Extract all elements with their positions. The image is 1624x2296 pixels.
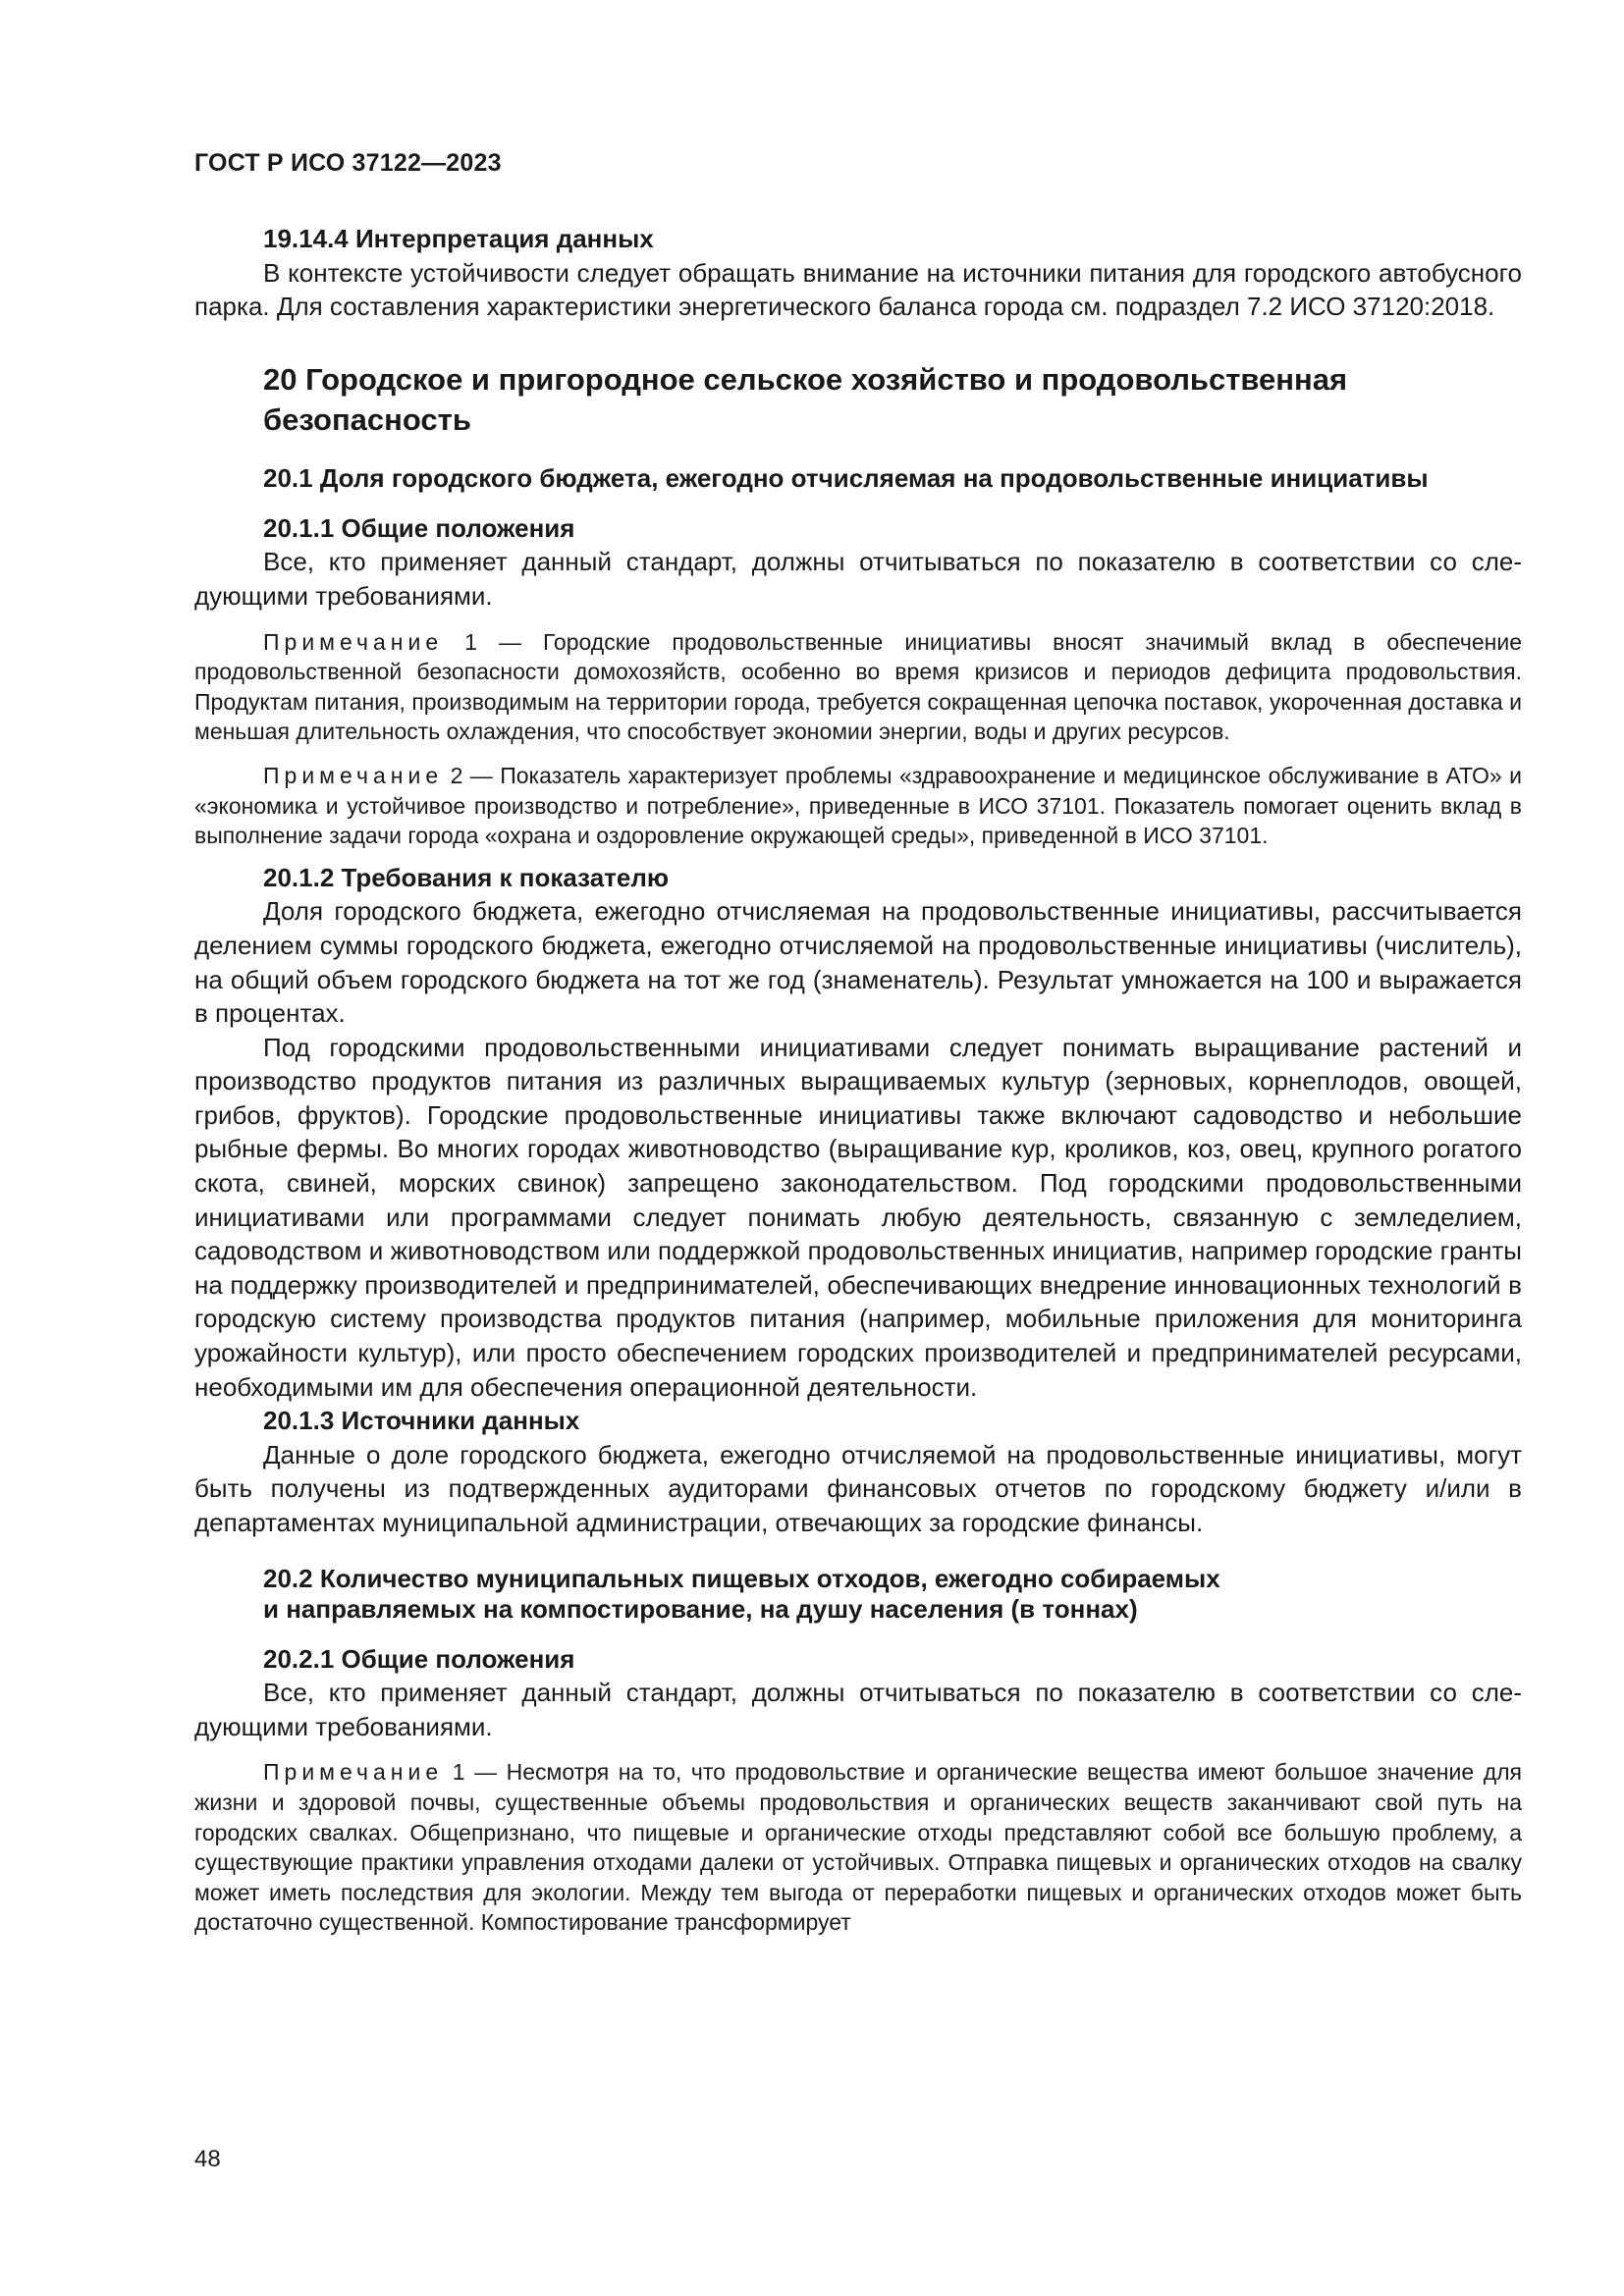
note-text: 1 — Несмотря на то, что продовольствие и органические вещества имеют большое значение для жизни и здоровой почвы, существенные объемы продовольствия и органических веществ заканчивают свой путь на городских свалках. Общепризнано, что пищевые и органические отходы представляют собой все большую проблему, а существующие практики управления отходами далеки от устойчивых. Отправка пищевых и органических отходов на свалку может иметь последствия для экологии. Между тем выгода от переработки пищевых и органических отходов может быть достаточно существенной. Компостирование трансформирует [194,1759,1522,1936]
paragraph-20-1-2-a: Доля городского бюджета, ежегодно отчисляемая на продовольственные инициативы, рассчитывается делением суммы городского бюджета, ежегодно отчисляемой на продовольственные инициативы (числитель), на общий объем городского бюджета на тот же год (знаменатель). Результат умножается на 100 и выражается в процентах. [194,896,1522,1029]
page-number: 48 [194,2146,221,2172]
heading-19-14-4: 19.14.4 Интерпретация данных [263,224,654,253]
paragraph-19-14-4: В контексте устойчивости следует обращать внимание на источники питания для городского автобусного парка. Для составления характеристики энергетического баланса города см. подраздел 7.2 ИСО 37120:2018. [194,257,1522,322]
note-label: Примечание [263,628,444,655]
note-text: 1 — Городские продовольственные инициативы вносят значимый вклад в обеспечение продовольственной безопасности домохозяйств, особенно во время кризисов и периодов дефицита продовольствия. Продуктам питания, производимым на территории города, требуется сокращенная цепочка поставок, укороченная доставка и меньшая длительность охлаждения, что способствует экономии энергии, воды и других ресурсов. [194,628,1522,745]
note-20-2-1-1 [194,1757,1522,1938]
heading-20-1: 20.1 Доля городского бюджета, ежегодно отчисляемая на продовольственные инициативы [263,462,1429,493]
paragraph-20-2-1: Все, кто применяет данный стандарт, должны отчитываться по показателю в соответствии со следующими требованиями. [194,1678,1522,1741]
note-label: Примечание [263,762,444,788]
note-20-1-1-2 [194,761,1522,851]
note-text: 2 — Показатель характеризует проблемы «здравоохранение и медицинское обслуживание в АТО» и «экономика и устойчивое производство и потребление», приведенные в ИСО 37101. Показатель помогает оценить вклад в выполнение задачи города «охрана и оздоровление окружающей среды», приведенной в ИСО 37101. [194,762,1522,849]
note-20-1-1-1 [194,627,1522,747]
heading-section-20: 20 Городское и пригородное сельское хозяйство и продовольственная безопасность [263,361,1348,437]
document-body [194,222,1522,1938]
paragraph-20-1-3: Данные о доле городского бюджета, ежегодно отчисляемой на продовольственные инициативы, могут быть получены из подтвержденных аудиторами финансовых отчетов по городскому бюджету и/или в департаментах муниципальной администрации, отвечающих за городские финансы. [194,1439,1522,1537]
paragraph-20-1-1: Все, кто применяет данный стандарт, должны отчитываться по показателю в соответствии со следующими требованиями. [194,547,1522,611]
heading-20-1-1: 20.1.1 Общие положения [263,512,575,543]
heading-20-2-line2: и направляемых на компостирование, на душу населения (в тоннах) [263,1593,1138,1624]
paragraph-20-1-2-b: Под городскими продовольственными инициативами следует понимать выращивание растений и производство продуктов питания из различных выращиваемых культур (зерновых, корнеплодов, овощей, грибов, фруктов). Городские продовольственные инициативы также включают садоводство и небольшие рыбные фермы. Во многих городах животноводство (выращивание кур, кроликов, коз, овец, крупного рогатого скота, свиней, морских свинок) запрещено законодательством. Под городскими продовольственными инициативами или программами следует понимать любую деятельность, связанную с земледелием, садоводством и животноводством или поддержкой продовольственных инициатив, например городские гранты на поддержку производителей и предпринимателей, обеспечивающих внедрение инновационных технологий в городскую систему производства продуктов питания (например, мобильные приложения для мониторинга урожайности культур), или просто обеспечением городских производителей и предпринимателей ресурсами, необходимыми им для обеспечения операционной деятельности. [194,1032,1522,1402]
heading-20-2 [194,1564,1522,1625]
heading-20-1-2: 20.1.2 Требования к показателю [263,862,670,892]
note-label: Примечание [263,1759,444,1786]
heading-20-1-3: 20.1.3 Источники данных [263,1406,580,1436]
heading-20-2-line1: 20.2 Количество муниципальных пищевых отходов, ежегодно собираемых [263,1563,1220,1593]
document-header: ГОСТ Р ИСО 37122—2023 [194,149,502,177]
heading-20-2-1: 20.2.1 Общие положения [263,1643,575,1674]
